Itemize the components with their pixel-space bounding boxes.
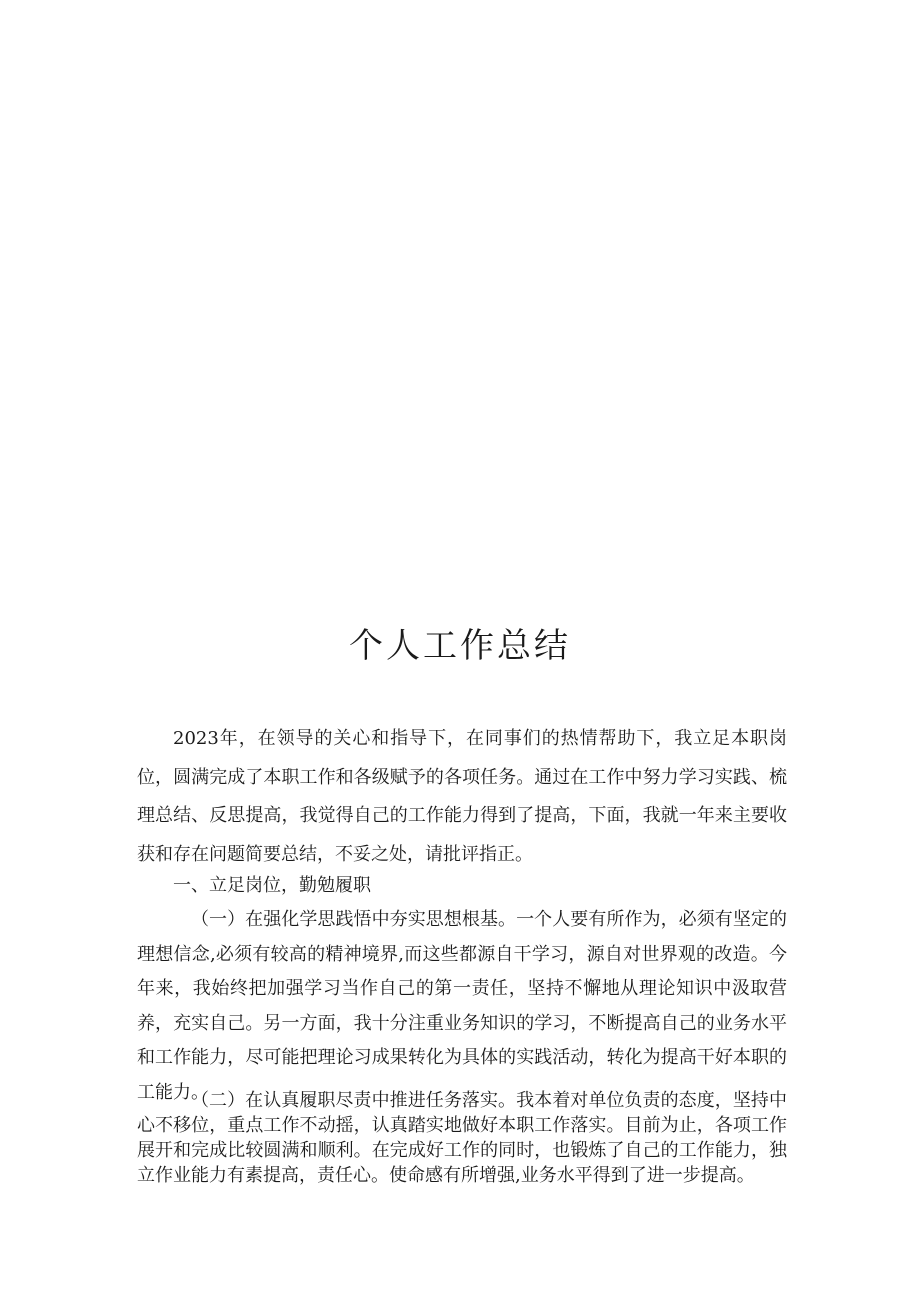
section-heading: 一、立足岗位，勤勉履职 bbox=[173, 875, 371, 896]
intro-paragraph: 2023年，在领导的关心和指导下，在同事们的热情帮助下，我立足本职岗位，圆满完成了本职工作和各级赋予的各项任务。通过在工作中努力学习实践、梳理总结、反思提高，我觉得自己的工作能力得到了提高，下面，我就一年来主要收获和存在问题简要总结，不妥之处，请批评指正。 bbox=[137, 728, 787, 865]
body-paragraph-study: （一）在强化学思践悟中夯实思想根基。一个人要有所作为，必须有坚定的理想信念,必须有较高的精神境界,而这些都源自干学习，源自对世界观的改造。今年来，我始终把加强学习当作自己的第一责任，坚持不懈地从理论知识中汲取营养，充实自己。另一方面，我十分注重业务知识的学习，不断提高自己的业务水平和工作能力，尽可能把理论习成果转化为具体的实践活动，转化为提高干好本职的工能力。 bbox=[137, 909, 787, 1103]
body-paragraph-duty: （二）在认真履职尽责中推进任务落实。我本着对单位负责的态度，坚持中心不移位，重点工作不动摇，认真踏实地做好本职工作落实。目前为止，各项工作展开和完成比较圆满和顺利。在完成好工作的同时，也锻炼了自己的工作能力，独立作业能力有素提高，责任心。使命感有所增强,业务水平得到了进一步提高。 bbox=[137, 1090, 787, 1186]
document-title: 个人工作总结 bbox=[349, 626, 571, 666]
